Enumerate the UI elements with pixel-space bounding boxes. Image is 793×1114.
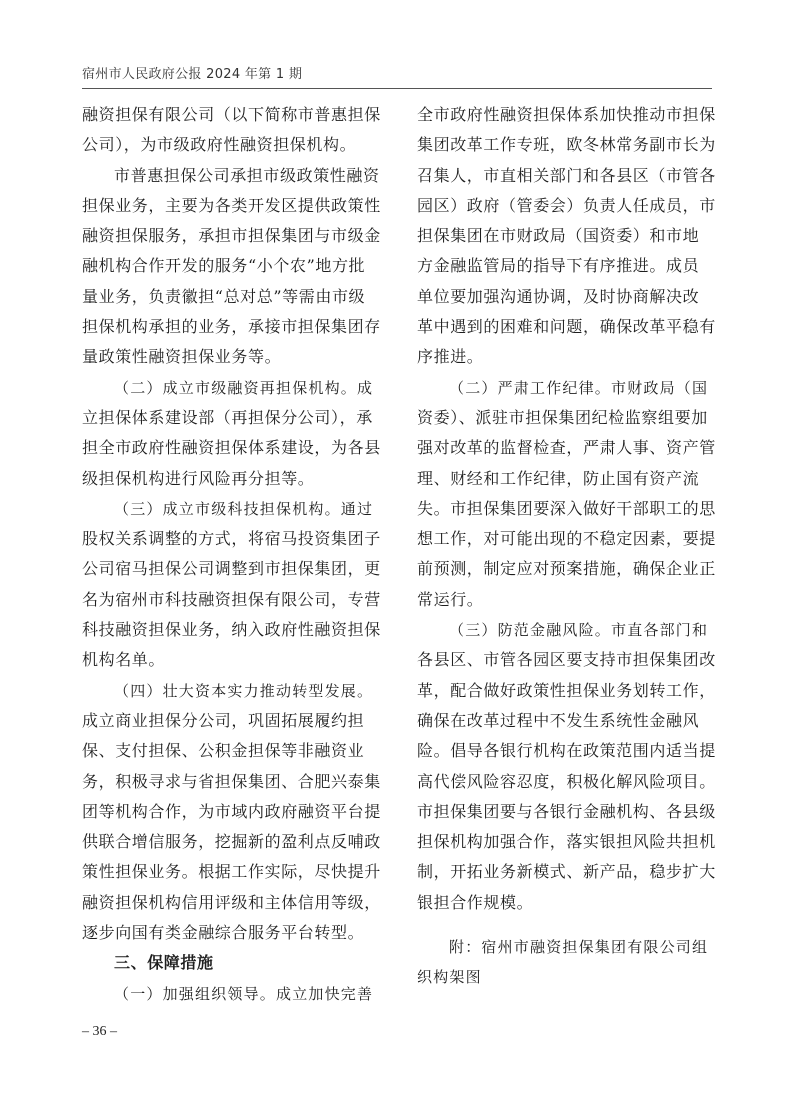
page-number: – 36 – bbox=[82, 1024, 117, 1039]
paragraph-line: 失。市担保集团要深入做好干部职工的思 bbox=[417, 498, 716, 518]
paragraph-line: 名为宿州市科技融资担保有限公司，专营 bbox=[82, 589, 381, 609]
subheading-line: （二）成立市级融资再担保机构。成 bbox=[114, 378, 374, 397]
paragraph-line: 理、财经和工作纪律，防止国有资产流 bbox=[417, 468, 700, 488]
paragraph-line: 前预测，制定应对预案措施，确保企业正 bbox=[417, 559, 716, 579]
paragraph-line: 召集人，市直相关部门和各县区（市管各 bbox=[417, 165, 716, 185]
paragraph-line: 供联合增信服务，挖掘新的盈利点反哺政 bbox=[82, 832, 381, 852]
attachment-line: 织构架图 bbox=[417, 968, 482, 987]
paragraph-line: 集团改革工作专班，欧冬林常务副市长为 bbox=[417, 135, 716, 155]
paragraph-line: 园区）政府（管委会）负责人任成员，市 bbox=[417, 195, 716, 215]
header-rule bbox=[82, 88, 712, 89]
left-column bbox=[82, 100, 384, 1009]
header-title: 宿州市人民政府公报 2024 年第 1 期 bbox=[82, 67, 303, 82]
subheading-line: （一）加强组织领导。成立加快完善 bbox=[114, 984, 374, 1003]
paragraph-line: 担保机构加强合作，落实银担风险共担机 bbox=[417, 832, 716, 852]
paragraph-line: 务，积极寻求与省担保集团、合肥兴泰集 bbox=[82, 771, 381, 791]
paragraph-line: 担全市政府性融资担保体系建设，为各县 bbox=[82, 438, 381, 458]
paragraph-line: 股权关系调整的方式，将宿马投资集团子 bbox=[82, 529, 381, 549]
paragraph-line: 机构名单。 bbox=[82, 650, 166, 670]
paragraph-line: 量政策性融资担保业务等。 bbox=[82, 347, 282, 367]
paragraph-line: 融资担保机构信用评级和主体信用等级， bbox=[82, 892, 381, 912]
paragraph-line: 市担保集团要与各银行金融机构、各县级 bbox=[417, 801, 716, 821]
paragraph-line: 各县区、市管各园区要支持市担保集团改 bbox=[417, 650, 716, 670]
paragraph-line: 方金融监管局的指导下有序推进。成员 bbox=[417, 256, 700, 276]
paragraph-line: 融机构合作开发的服务“小个农”地方批 bbox=[82, 256, 366, 276]
spacer bbox=[417, 918, 715, 932]
paragraph-line: 序推进。 bbox=[417, 347, 484, 367]
paragraph-line: 单位要加强沟通协调，及时协商解决改 bbox=[417, 286, 700, 306]
paragraph-line: 保、支付担保、公积金担保等非融资业 bbox=[82, 741, 365, 761]
paragraph-line: 险。倡导各银行机构在政策范围内适当提 bbox=[417, 741, 716, 761]
paragraph-line: 银担合作规模。 bbox=[417, 892, 534, 912]
subheading-line: （三）成立市级科技担保机构。通过 bbox=[114, 499, 374, 518]
paragraph-line: 融资担保有限公司（以下简称市普惠担保 bbox=[82, 105, 381, 124]
paragraph-line: 融资担保服务，承担市担保集团与市级金 bbox=[82, 226, 381, 246]
paragraph-line: 公司），为市级政府性融资担保机构。 bbox=[82, 135, 357, 155]
subheading-line: （四）壮大资本实力推动转型发展。 bbox=[114, 681, 374, 700]
paragraph-line: 革中遇到的困难和问题，确保改革平稳有 bbox=[417, 317, 716, 337]
paragraph-line: 逐步向国有类金融综合服务平台转型。 bbox=[82, 923, 365, 943]
paragraph-line: 资委）、派驻市担保集团纪检监察组要加 bbox=[417, 407, 708, 427]
paragraph-line: 级担保机构进行风险再分担等。 bbox=[82, 468, 315, 488]
paragraph-line: 担保机构承担的业务，承接市担保集团存 bbox=[82, 317, 381, 337]
paragraph-line: 量业务，负责徽担“总对总”等需由市级 bbox=[82, 286, 366, 306]
paragraph-line: 策性担保业务。根据工作实际，尽快提升 bbox=[82, 862, 381, 882]
paragraph-line: 强对改革的监督检查，严肃人事、资产管 bbox=[417, 438, 716, 458]
paragraph-line: 团等机构合作，为市域内政府融资平台提 bbox=[82, 801, 381, 821]
paragraph-line: 立担保体系建设部（再担保分公司），承 bbox=[82, 407, 373, 427]
paragraph-line: 确保在改革过程中不发生系统性金融风 bbox=[417, 710, 700, 730]
paragraph-line: 公司宿马担保公司调整到市担保集团，更 bbox=[82, 559, 381, 579]
paragraph-line: 科技融资担保业务，纳入政府性融资担保 bbox=[82, 620, 381, 640]
paragraph-line: 高代偿风险容忍度，积极化解风险项目。 bbox=[417, 771, 716, 791]
paragraph-line: 市普惠担保公司承担市级政策性融资 bbox=[114, 165, 380, 185]
attachment-line: 附：宿州市融资担保集团有限公司组 bbox=[449, 938, 709, 957]
paragraph-line: 担保集团在市财政局（国资委）和市地 bbox=[417, 226, 700, 246]
paragraph-line: 担保业务，主要为各类开发区提供政策性 bbox=[82, 195, 381, 215]
right-column bbox=[417, 100, 715, 993]
paragraph-line: 常运行。 bbox=[417, 589, 484, 609]
paragraph-line: 制，开拓业务新模式、新产品，稳步扩大 bbox=[417, 862, 716, 882]
paragraph-line: 成立商业担保分公司，巩固拓展履约担 bbox=[82, 710, 365, 730]
paragraph-line: 想工作，对可能出现的不稳定因素，要提 bbox=[417, 529, 716, 549]
subheading-line: （三）防范金融风险。市直各部门和 bbox=[449, 621, 709, 640]
section-heading: 三、保障措施 bbox=[114, 953, 214, 973]
subheading-line: （二）严肃工作纪律。市财政局（国 bbox=[449, 378, 709, 397]
paragraph-line: 全市政府性融资担保体系加快推动市担保 bbox=[417, 105, 716, 124]
paragraph-line: 革，配合做好政策性担保业务划转工作， bbox=[417, 680, 716, 700]
